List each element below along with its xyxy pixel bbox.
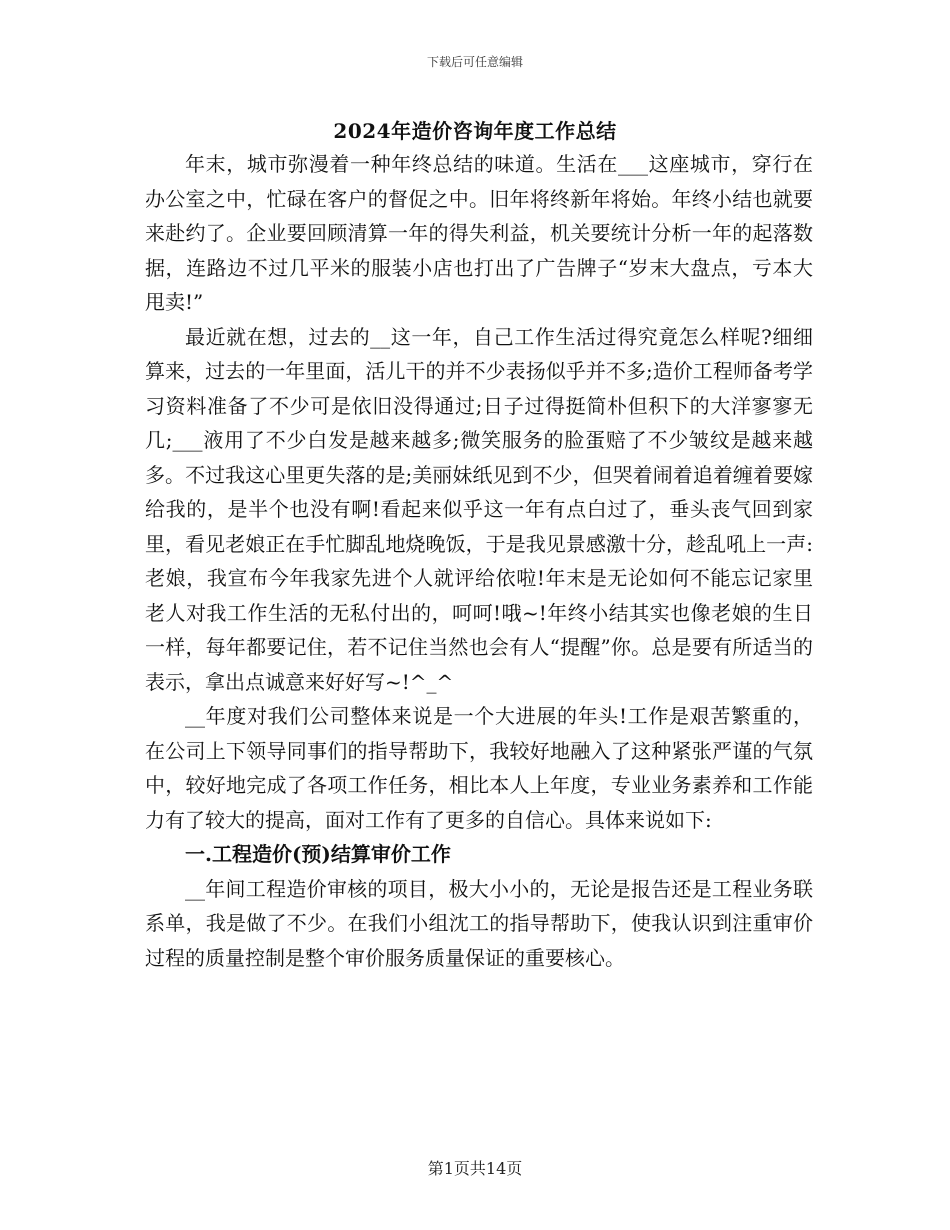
header-note: 下载后可任意编辑 xyxy=(426,55,523,69)
paragraph-annual-overview: __年度对我们公司整体来说是一个大进展的年头!工作是艰苦繁重的，在公司上下领导同事们的指导帮助下，我较好地融入了这种紧张严谨的气氛中，较好地完成了各项工作任务，相比本人上年度，专业业务素养和工作能力有了较大的提高，面对工作有了更多的自信心。具体来说如下: xyxy=(145,704,813,832)
paragraph-reflection: 最近就在想，过去的__这一年，自己工作生活过得究竟怎么样呢?细细算来，过去的一年里面，活儿干的并不少表扬似乎并不多;造价工程师备考学习资料准备了不少可是依旧没得通过;日子过得挺简朴但积下的大洋寥寥无几;___液用了不少白发是越来越多;微笑服务的脸蛋赔了不少皱纹是越来越多。不过我这心里更失落的是;美丽妹纸见到不少，但哭着闹着追着缠着要嫁给我的，是半个也没有啊!看起来似乎这一年有点白过了，垂头丧气回到家里，看见老娘正在手忙脚乱地烧晚饭，于是我见景感激十分，趁乱吼上一声:老娘，我宣布今年我家先进个人就评给依啦!年末是无论如何不能忘记家里老人对我工作生活的无私付出的，呵呵!哦~!年终小结其实也像老娘的生日一样，每年都要记住，若不记住当然也会有人“提醒”你。总是要有所适当的表示，拿出点诚意来好好写~!^_^ xyxy=(145,324,813,694)
paragraph-section-1: __年间工程造价审核的项目，极大小小的，无论是报告还是工程业务联系单，我是做了不少。在我们小组沈工的指导帮助下，使我认识到注重审价过程的质量控制是整个审价服务质量保证的重要核心。 xyxy=(145,876,813,970)
document-title: 2024年造价咨询年度工作总结 xyxy=(333,119,617,143)
section-heading: 一.工程造价(预)结算审价工作 xyxy=(185,842,451,866)
page-footer: 第1页共14页 xyxy=(427,1159,523,1178)
document-body xyxy=(145,147,813,975)
paragraph-intro: 年末，城市弥漫着一种年终总结的味道。生活在___这座城市，穿行在办公室之中，忙碌在客户的督促之中。旧年将终新年将始。年终小结也就要来赴约了。企业要回顾清算一年的得失利益，机关要统计分析一年的起落数据，连路边不过几平米的服装小店也打出了广告牌子“岁末大盘点，亏本大甩卖!” xyxy=(145,152,813,314)
